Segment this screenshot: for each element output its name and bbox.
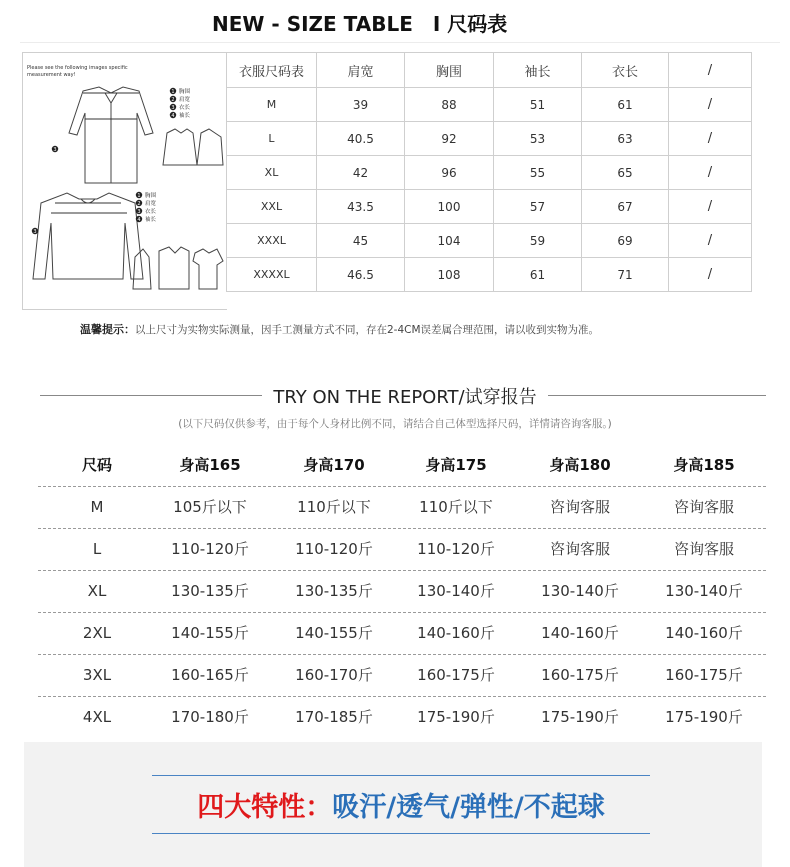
weight-cell: 160-175斤 (541, 666, 619, 684)
header-cell: 身高185 (673, 456, 735, 474)
svg-text:4: 4 (137, 217, 141, 223)
weight-cell: 175-190斤 (541, 708, 619, 726)
svg-text:衣长: 衣长 (179, 105, 191, 111)
features-rule-bottom (152, 833, 650, 834)
weight-cell: 175-190斤 (417, 708, 495, 726)
svg-text:肩宽: 肩宽 (145, 201, 157, 207)
value-cell: 67 (582, 190, 669, 224)
table-row (38, 487, 766, 529)
weight-cell: 105斤以下 (173, 498, 247, 516)
weight-cell: 110斤以下 (297, 498, 371, 516)
table-row (227, 156, 752, 190)
value-cell: / (669, 224, 752, 258)
size-cell: 4XL (82, 708, 112, 726)
size-cell: XXXL (227, 224, 317, 258)
measurement-note: Please see the following images specific measurement way! (27, 65, 128, 78)
weight-cell: 170-180斤 (171, 708, 249, 726)
svg-text:2: 2 (171, 97, 175, 103)
tshirt-icon (193, 249, 223, 289)
jacket-icon (163, 129, 197, 165)
features-text (152, 785, 650, 824)
try-on-title: TRY ON THE REPORT/试穿报告 (273, 387, 537, 408)
svg-text:肩宽: 肩宽 (179, 97, 191, 103)
size-cell: 2XL (82, 624, 112, 642)
value-cell: / (669, 88, 752, 122)
features-items: 吸汗/透气/弹性/不起球 (332, 792, 605, 823)
header-cell: 胸围 (405, 53, 494, 88)
title-rule-right (548, 395, 766, 396)
weight-cell: 170-185斤 (295, 708, 373, 726)
table-row (38, 571, 766, 613)
size-cell: M (90, 498, 104, 516)
weight-cell: 110斤以下 (419, 498, 493, 516)
value-cell: 53 (494, 122, 582, 156)
weight-cell: 咨询客服 (673, 540, 734, 558)
weight-cell: 160-175斤 (665, 666, 743, 684)
weight-cell: 咨询客服 (549, 540, 610, 558)
size-table (226, 52, 752, 292)
table-row (38, 613, 766, 655)
svg-text:胸围: 胸围 (179, 89, 191, 95)
svg-text:4: 4 (171, 113, 175, 119)
table-row (38, 697, 766, 738)
sweater-icon (33, 193, 143, 279)
weight-cell: 110-120斤 (295, 540, 373, 558)
value-cell: 51 (494, 88, 582, 122)
value-cell: 88 (405, 88, 494, 122)
header-cell: 身高175 (425, 456, 487, 474)
value-cell: 104 (405, 224, 494, 258)
svg-text:3: 3 (33, 229, 37, 235)
value-cell: 108 (405, 258, 494, 292)
value-cell: 55 (494, 156, 582, 190)
svg-text:袖长: 袖长 (179, 113, 191, 119)
header-cell: 身高165 (179, 456, 241, 474)
try-on-header-row (38, 446, 766, 487)
weight-cell: 130-135斤 (171, 582, 249, 600)
measurement-illustration (22, 52, 227, 310)
tip-text: 以上尺寸为实物实际测量，因手工测量方式不同，存在2-4CM误差属合理范围，请以收到实物为准。 (135, 324, 600, 336)
header-cell: 尺码 (81, 456, 112, 474)
value-cell: / (669, 156, 752, 190)
jacket-icon-2 (197, 129, 223, 165)
size-cell: L (92, 540, 102, 558)
size-cell: M (227, 88, 317, 122)
table-row (227, 88, 752, 122)
svg-text:3: 3 (171, 105, 175, 111)
size-cell: L (227, 122, 317, 156)
title-rule-left (40, 395, 262, 396)
cardigan-icon (159, 247, 189, 289)
svg-text:3: 3 (137, 209, 141, 215)
try-on-table (38, 446, 766, 738)
weight-cell: 140-160斤 (665, 624, 743, 642)
table-row (227, 190, 752, 224)
weight-cell: 130-135斤 (295, 582, 373, 600)
value-cell: 71 (582, 258, 669, 292)
value-cell: 39 (317, 88, 405, 122)
features-rule-top (152, 775, 650, 776)
size-cell: XL (87, 582, 107, 600)
weight-cell: 160-165斤 (171, 666, 249, 684)
value-cell: 45 (317, 224, 405, 258)
svg-text:衣长: 衣长 (145, 209, 157, 215)
weight-cell: 175-190斤 (665, 708, 743, 726)
value-cell: / (669, 122, 752, 156)
weight-cell: 140-155斤 (295, 624, 373, 642)
weight-cell: 咨询客服 (549, 498, 610, 516)
svg-text:1: 1 (171, 89, 175, 95)
header-cell: / (669, 53, 752, 88)
value-cell: / (669, 258, 752, 292)
value-cell: 59 (494, 224, 582, 258)
value-cell: 65 (582, 156, 669, 190)
table-row (38, 529, 766, 571)
value-cell: 40.5 (317, 122, 405, 156)
value-cell: 61 (494, 258, 582, 292)
weight-cell: 140-160斤 (541, 624, 619, 642)
weight-cell: 160-170斤 (295, 666, 373, 684)
try-on-subtitle: (以下尺码仅供参考，由于每个人身材比例不同，请结合自己体型选择尺码，详情请咨询客服。) (178, 418, 612, 430)
svg-text:胸围: 胸围 (145, 193, 157, 199)
page-title: NEW - SIZE TABLE I 尺码表 (212, 12, 508, 36)
value-cell: 42 (317, 156, 405, 190)
weight-cell: 140-160斤 (417, 624, 495, 642)
weight-cell: 140-155斤 (171, 624, 249, 642)
header-cell: 袖长 (494, 53, 582, 88)
size-cell: 3XL (82, 666, 112, 684)
tip-label: 温馨提示： (80, 323, 135, 336)
table-row (227, 258, 752, 292)
header-cell: 衣服尺码表 (227, 53, 317, 88)
value-cell: 100 (405, 190, 494, 224)
weight-cell: 110-120斤 (417, 540, 495, 558)
weight-cell: 130-140斤 (417, 582, 495, 600)
weight-cell: 130-140斤 (665, 582, 743, 600)
size-table-header (227, 53, 752, 88)
header-cell: 身高180 (549, 456, 611, 474)
size-cell: XXL (227, 190, 317, 224)
value-cell: 61 (582, 88, 669, 122)
value-cell: 63 (582, 122, 669, 156)
garment-diagram (23, 53, 227, 309)
header-cell: 身高170 (303, 456, 365, 474)
weight-cell: 咨询客服 (673, 498, 734, 516)
header-cell: 肩宽 (317, 53, 405, 88)
weight-cell: 160-175斤 (417, 666, 495, 684)
svg-text:3: 3 (53, 147, 57, 153)
features-label: 四大特性： (197, 792, 333, 823)
svg-text:袖长: 袖长 (145, 217, 157, 223)
value-cell: 57 (494, 190, 582, 224)
value-cell: 92 (405, 122, 494, 156)
value-cell: 43.5 (317, 190, 405, 224)
weight-cell: 110-120斤 (171, 540, 249, 558)
svg-text:2: 2 (137, 201, 141, 207)
header-divider (20, 42, 780, 43)
size-cell: XL (227, 156, 317, 190)
value-cell: / (669, 190, 752, 224)
value-cell: 69 (582, 224, 669, 258)
size-tip (80, 321, 599, 337)
size-cell: XXXXL (227, 258, 317, 292)
header-cell: 衣长 (582, 53, 669, 88)
value-cell: 96 (405, 156, 494, 190)
svg-text:1: 1 (137, 193, 141, 199)
value-cell: 46.5 (317, 258, 405, 292)
table-row (227, 224, 752, 258)
table-row (227, 122, 752, 156)
weight-cell: 130-140斤 (541, 582, 619, 600)
page-header (0, 0, 790, 42)
table-row (38, 655, 766, 697)
